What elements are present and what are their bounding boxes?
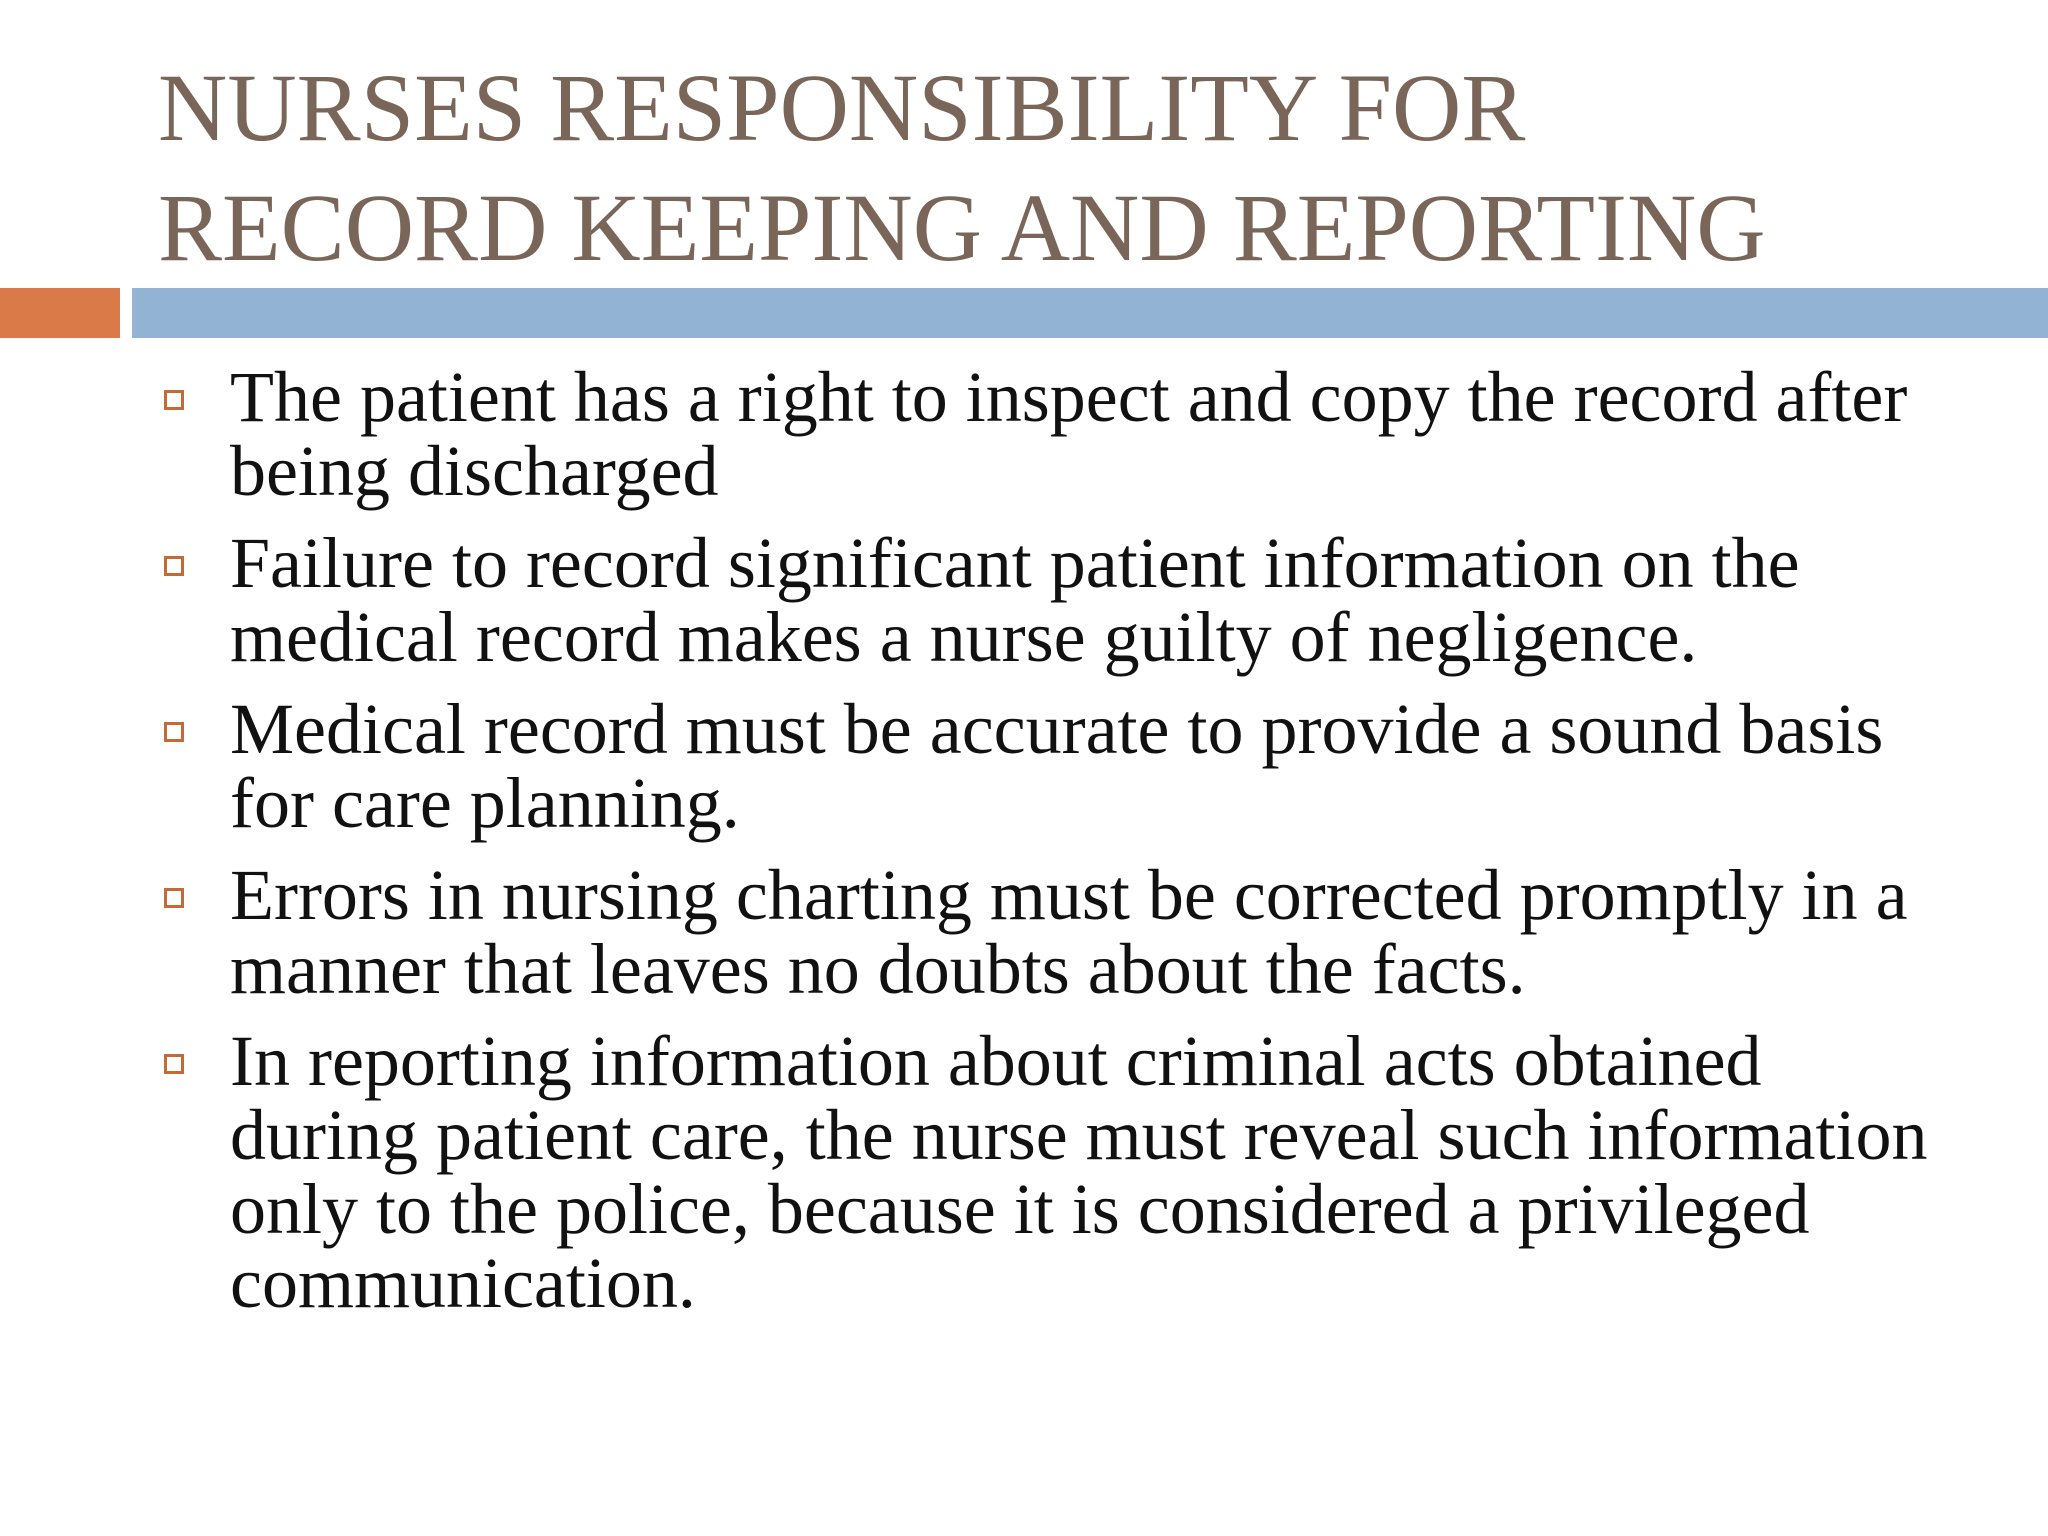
square-outline-icon (164, 888, 184, 908)
bullet-item (158, 357, 1958, 511)
bullet-text: The patient has a right to inspect and copy the record after being discharged (230, 357, 1908, 511)
bullet-item (158, 1021, 1958, 1323)
bullet-item (158, 523, 1958, 677)
bullet-text: Errors in nursing charting must be corrected promptly in a manner that leaves no doubts about the facts. (230, 855, 1908, 1009)
slide-title-line-1: NURSES RESPONSIBILITY FOR (158, 54, 1526, 161)
bullet-text: Failure to record significant patient information on the medical record makes a nurse guilty of negligence. (230, 523, 1800, 677)
bullet-item (158, 855, 1958, 1009)
square-outline-icon (164, 1054, 184, 1074)
square-outline-icon (164, 556, 184, 576)
accent-bar-blue (132, 288, 2048, 338)
accent-bar-orange (0, 288, 120, 338)
bullet-text: In reporting information about criminal acts obtained during patient care, the nurse must reveal such information only to the police, because it is considered a privileged communication. (230, 1021, 1928, 1323)
square-outline-icon (164, 722, 184, 742)
bullet-list (158, 357, 1958, 1338)
square-outline-icon (164, 390, 184, 410)
slide-title-line-2: RECORD KEEPING AND REPORTING (158, 174, 1766, 281)
bullet-text: Medical record must be accurate to provide a sound basis for care planning. (230, 689, 1884, 843)
bullet-item (158, 689, 1958, 843)
slide-title (158, 48, 1998, 288)
